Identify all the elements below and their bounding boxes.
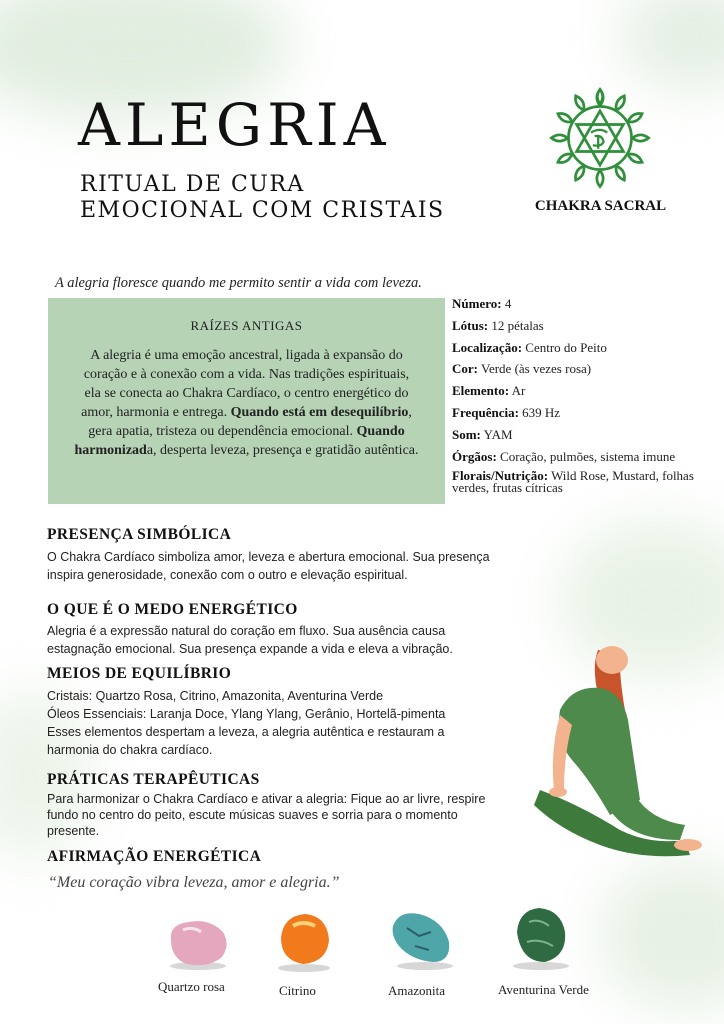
affirmation-text: “Meu coração vibra leveza, amor e alegria.” bbox=[48, 874, 340, 891]
subtitle-line-1: RITUAL DE CURA bbox=[80, 172, 305, 197]
fact-label: Cor: bbox=[452, 361, 478, 377]
fact-value: 12 pétalas bbox=[491, 317, 544, 333]
fact-cor bbox=[452, 361, 717, 383]
stone-label-aventurina: Aventurina Verde bbox=[498, 982, 589, 997]
section-text-presenca: O Chakra Cardíaco simboliza amor, leveza e abertura emocional. Sua presença inspira generosidade, conexão com o outro e elevação espiritual. bbox=[47, 550, 490, 582]
section-title-praticas: PRÁTICAS TERAPÊUTICAS bbox=[47, 771, 260, 788]
fact-label: Som: bbox=[452, 426, 481, 442]
fact-value: YAM bbox=[483, 426, 513, 442]
chakra-facts bbox=[452, 296, 717, 496]
stone-label-citrino: Citrino bbox=[279, 983, 316, 998]
roots-bold-imbalance: Quando está em desequilíbrio bbox=[230, 405, 409, 420]
fact-value: 4 bbox=[504, 296, 512, 311]
fact-value: 639 Hz bbox=[522, 404, 561, 420]
section-text-medo: Alegria é a expressão natural do coração em fluxo. Sua ausência causa estagnação emocional. Sua presença expande a vida e eleva a vibração. bbox=[47, 624, 453, 656]
fact-label: Lótus: bbox=[452, 317, 489, 333]
roots-text-part: a, desperta leveza, presença e gratidão autêntica. bbox=[146, 443, 419, 458]
page-title: ALEGRIA bbox=[78, 91, 391, 159]
fact-value: Centro do Peito bbox=[525, 339, 607, 355]
fact-numero bbox=[452, 296, 717, 318]
fact-elemento bbox=[452, 383, 717, 405]
fact-orgaos bbox=[452, 449, 717, 471]
section-text-praticas: Para harmonizar o Chakra Cardíaco e ativar a alegria: Fique ao ar livre, respire fundo no centro do peito, escute músicas suaves e sorria para o momento presente. bbox=[47, 792, 486, 838]
fact-localizacao bbox=[452, 340, 717, 362]
heart-chakra-icon bbox=[546, 84, 654, 192]
quartzo-rosa-stone bbox=[163, 916, 233, 972]
aventurina-verde-stone bbox=[505, 902, 575, 972]
roots-bold-harmonized: Quando harmonizad bbox=[74, 424, 405, 458]
fact-lotus bbox=[452, 318, 717, 340]
section-text-meios bbox=[47, 687, 477, 759]
citrino-stone bbox=[271, 908, 337, 974]
meios-summary: Esses elementos despertam a leveza, a alegria autêntica e restauram a harmonia do chakra cardíaco. bbox=[47, 725, 445, 757]
fact-label: Número: bbox=[452, 296, 502, 311]
fact-label: Florais/Nutrição: bbox=[452, 468, 549, 484]
meios-crystals: Cristais: Quartzo Rosa, Citrino, Amazonita, Aventurina Verde bbox=[47, 689, 384, 703]
roots-text bbox=[74, 346, 419, 460]
roots-text-part: , gera apatia, tristeza ou dependência emocional. bbox=[88, 405, 412, 439]
yoga-woman-illustration bbox=[520, 640, 720, 870]
section-title-afirmacao: AFIRMAÇÃO ENERGÉTICA bbox=[47, 848, 262, 865]
fact-value: Coração, pulmões, sistema imune bbox=[500, 448, 676, 464]
fact-label: Elemento: bbox=[452, 383, 510, 399]
intro-quote: A alegria floresce quando me permito sentir a vida com leveza. bbox=[55, 275, 422, 291]
fact-label: Órgãos: bbox=[452, 448, 497, 464]
fact-florais bbox=[452, 468, 717, 496]
subtitle-line-2: EMOCIONAL COM CRISTAIS bbox=[80, 198, 445, 223]
fact-value: Wild Rose, Mustard, folhas verdes, frutas cítricas bbox=[452, 468, 694, 496]
section-title-presenca: PRESENÇA SIMBÓLICA bbox=[47, 526, 232, 543]
roots-box bbox=[48, 298, 445, 504]
roots-title: RAÍZES ANTIGAS bbox=[190, 318, 303, 333]
watercolor-wash bbox=[600, 860, 724, 1010]
fact-label: Frequência: bbox=[452, 404, 519, 420]
roots-text-part: A alegria é uma emoção ancestral, ligada à expansão do coração e à conexão com a vida. Nas tradições espirituais, ela se conecta ao Chakra Cardíaco, o centro energético do amor, harmonia e entrega. bbox=[81, 348, 410, 420]
amazonita-stone bbox=[385, 906, 457, 972]
fact-value: Verde (às vezes rosa) bbox=[481, 361, 592, 377]
section-title-meios: MEIOS DE EQUILÍBRIO bbox=[47, 665, 232, 682]
fact-frequencia bbox=[452, 405, 717, 427]
watercolor-wash bbox=[620, 0, 724, 90]
chakra-label: CHAKRA SACRAL bbox=[534, 198, 667, 214]
fact-som bbox=[452, 427, 717, 449]
fact-value: Ar bbox=[511, 383, 526, 399]
stone-label-amazonita: Amazonita bbox=[388, 983, 446, 998]
page-subtitle bbox=[80, 172, 445, 224]
section-title-medo: O QUE É O MEDO ENERGÉTICO bbox=[47, 601, 298, 618]
stone-label-quartzo: Quartzo rosa bbox=[158, 979, 225, 994]
meios-oils: Óleos Essenciais: Laranja Doce, Ylang Ylang, Gerânio, Hortelã-pimenta bbox=[47, 707, 446, 721]
fact-label: Localização: bbox=[452, 339, 523, 355]
